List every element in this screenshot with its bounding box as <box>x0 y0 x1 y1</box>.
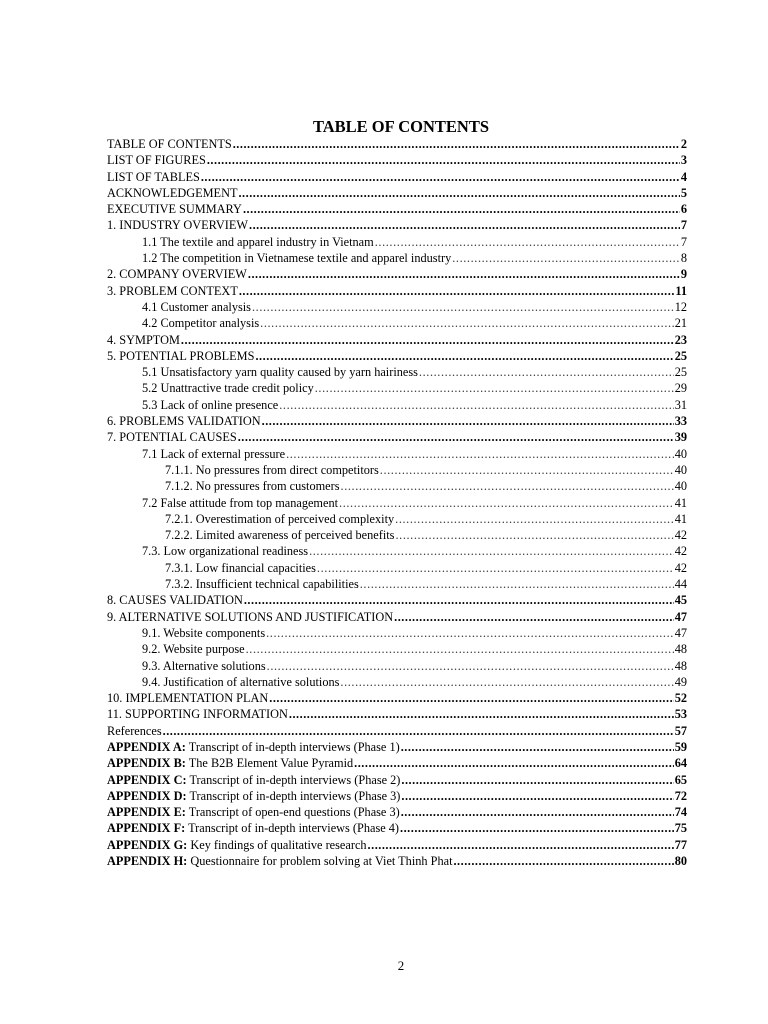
toc-entry[interactable] <box>107 804 687 820</box>
toc-entry[interactable] <box>107 299 687 315</box>
dot-leader <box>360 576 674 592</box>
toc-entry-appendix-tag: APPENDIX B: <box>107 756 186 771</box>
toc-entry-title: Transcript of in-depth interviews (Phase 3) <box>186 788 401 803</box>
toc-entry[interactable] <box>107 511 687 527</box>
toc-entry-label <box>165 576 359 592</box>
toc-entry-appendix-tag: APPENDIX E: <box>107 805 186 820</box>
toc-entry[interactable] <box>107 283 687 299</box>
toc-entry-title: Questionnaire for problem solving at Viet Thinh Phat <box>187 854 453 869</box>
dot-leader <box>341 478 674 494</box>
toc-entry-label <box>165 560 316 576</box>
toc-entry-label <box>142 446 285 462</box>
toc-entry[interactable] <box>107 690 687 706</box>
toc-entry-page-number: 42 <box>674 544 687 559</box>
toc-entry-label <box>142 380 314 396</box>
toc-entry-page-number: 33 <box>674 414 687 429</box>
toc-entry-page-number: 48 <box>674 642 687 657</box>
toc-entry-label <box>142 364 418 380</box>
dot-leader <box>252 299 674 315</box>
toc-entry-page-number: 40 <box>674 446 687 461</box>
toc-entry[interactable] <box>107 592 687 608</box>
toc-entry-title: Transcript of in-depth interviews (Phase 2) <box>186 772 401 787</box>
toc-entry-title: 5.3 Lack of online presence <box>142 397 279 412</box>
toc-entry[interactable] <box>107 543 687 559</box>
toc-entry-page-number: 4 <box>680 169 687 184</box>
dot-leader <box>239 283 675 299</box>
toc-entry-page-number: 64 <box>674 756 687 771</box>
toc-entry-appendix-tag: APPENDIX D: <box>107 788 187 803</box>
dot-leader <box>375 234 680 250</box>
toc-entry-title: 4.1 Customer analysis <box>142 299 251 314</box>
toc-entry[interactable] <box>107 185 687 201</box>
toc-entry[interactable] <box>107 348 687 364</box>
toc-entry-title: 9.4. Justification of alternative solutions <box>142 674 340 689</box>
dot-leader <box>289 706 674 722</box>
toc-entry-title: References <box>107 723 162 738</box>
dot-leader <box>368 837 674 853</box>
toc-entry-label <box>107 266 247 282</box>
toc-entry-title: 11. SUPPORTING INFORMATION <box>107 707 288 722</box>
toc-entry[interactable] <box>107 478 687 494</box>
dot-leader <box>309 543 674 559</box>
toc-entry-label <box>107 739 400 755</box>
dot-leader <box>269 690 673 706</box>
toc-entry-title: 9.1. Website components <box>142 625 266 640</box>
dot-leader <box>238 185 679 201</box>
toc-entry-label <box>107 723 162 739</box>
toc-entry-title: ACKNOWLEDGEMENT <box>107 185 238 200</box>
toc-entry-page-number: 12 <box>674 299 687 314</box>
toc-entry-title: 5.1 Unsatisfactory yarn quality caused by yarn hairiness <box>142 365 418 380</box>
page-number: 2 <box>397 958 405 973</box>
toc-entry-label <box>142 543 308 559</box>
toc-entry-page-number: 47 <box>674 609 687 624</box>
toc-entry-appendix-tag: APPENDIX A: <box>107 739 186 754</box>
toc-entry[interactable] <box>107 380 687 396</box>
toc-entry-title: 7.2.2. Limited awareness of perceived benefits <box>165 528 395 543</box>
dot-leader <box>248 266 680 282</box>
dot-leader <box>354 755 674 771</box>
dot-leader <box>395 527 673 543</box>
toc-entry-label <box>107 185 237 201</box>
toc-entry-label <box>165 527 394 543</box>
toc-entry-title: 7.2 False attitude from top management <box>142 495 339 510</box>
toc-entry[interactable] <box>107 332 687 348</box>
toc-entry-title: 8. CAUSES VALIDATION <box>107 593 243 608</box>
toc-entry-title: 7.3. Low organizational readiness <box>142 544 309 559</box>
toc-entry-title: The B2B Element Value Pyramid <box>185 756 354 771</box>
toc-entry-title: 9.2. Website purpose <box>142 642 245 657</box>
toc-entry-page-number: 72 <box>674 788 687 803</box>
toc-entry-page-number: 11 <box>675 283 687 298</box>
toc-entry[interactable] <box>107 788 687 804</box>
toc-entry-title: 1. INDUSTRY OVERVIEW <box>107 218 248 233</box>
dot-leader <box>340 674 673 690</box>
toc-entry-label <box>107 804 400 820</box>
toc-entry[interactable] <box>107 739 687 755</box>
dot-leader <box>163 723 674 739</box>
toc-entry-label <box>165 462 379 478</box>
toc-entry-label <box>107 136 232 152</box>
toc-entry-label <box>107 429 237 445</box>
dot-leader <box>246 641 674 657</box>
toc-entry-label <box>107 820 399 836</box>
toc-entry-page-number: 25 <box>674 348 687 363</box>
toc-entry-label <box>142 299 251 315</box>
toc-entry-label <box>107 706 288 722</box>
toc-entry-page-number: 8 <box>680 251 687 266</box>
toc-heading: TABLE OF CONTENTS <box>312 117 490 136</box>
toc-entry-page-number: 57 <box>674 723 687 738</box>
toc-entry-label <box>107 201 242 217</box>
dot-leader <box>238 429 674 445</box>
toc-entry-title: 7.1.2. No pressures from customers <box>165 479 340 494</box>
dot-leader <box>401 772 673 788</box>
toc-entry-page-number: 21 <box>674 316 687 331</box>
toc-entry[interactable] <box>107 397 687 413</box>
toc-entry-page-number: 2 <box>680 137 687 151</box>
toc-list <box>107 136 687 869</box>
toc-entry-label <box>107 592 243 608</box>
toc-entry-page-number: 44 <box>674 577 687 592</box>
dot-leader <box>394 609 674 625</box>
toc-entry-page-number: 41 <box>674 495 687 510</box>
toc-entry[interactable] <box>107 234 687 250</box>
toc-entry[interactable] <box>107 136 687 152</box>
toc-entry-label <box>107 772 400 788</box>
toc-entry-title: 2. COMPANY OVERVIEW <box>107 267 247 282</box>
toc-entry-title: 9. ALTERNATIVE SOLUTIONS AND JUSTIFICATION <box>107 609 394 624</box>
toc-entry-page-number: 47 <box>674 625 687 640</box>
toc-entry-page-number: 31 <box>674 397 687 412</box>
toc-entry-label <box>107 152 206 168</box>
toc-entry-label <box>107 413 261 429</box>
toc-entry-appendix-tag: APPENDIX H: <box>107 854 188 869</box>
toc-entry-page-number: 40 <box>674 479 687 494</box>
toc-entry[interactable] <box>107 315 687 331</box>
toc-entry-label <box>142 495 338 511</box>
toc-entry-label <box>107 837 367 853</box>
toc-entry[interactable] <box>107 625 687 641</box>
toc-entry[interactable] <box>107 413 687 429</box>
toc-entry-label <box>165 511 394 527</box>
toc-entry-label <box>107 283 238 299</box>
toc-entry-title: 7.1 Lack of external pressure <box>142 446 286 461</box>
toc-entry-title: LIST OF FIGURES <box>107 153 206 168</box>
toc-entry-title: 9.3. Alternative solutions <box>142 658 266 673</box>
toc-entry-label <box>142 250 451 266</box>
toc-entry[interactable] <box>107 609 687 625</box>
dot-leader <box>317 560 674 576</box>
dot-leader <box>395 511 674 527</box>
toc-entry-page-number: 59 <box>674 739 687 754</box>
toc-entry[interactable] <box>107 641 687 657</box>
dot-leader <box>244 592 674 608</box>
dot-leader <box>260 315 674 331</box>
toc-entry-label <box>142 674 339 690</box>
dot-leader <box>315 380 674 396</box>
toc-entry-title: 7.3.2. Insufficient technical capabilities <box>165 577 359 592</box>
toc-entry[interactable] <box>107 429 687 445</box>
toc-entry-page-number: 80 <box>674 854 687 869</box>
dot-leader <box>286 446 674 462</box>
toc-entry-appendix-tag: APPENDIX G: <box>107 837 188 852</box>
dot-leader <box>207 152 680 168</box>
dot-leader <box>266 625 674 641</box>
toc-entry-page-number: 53 <box>674 707 687 722</box>
toc-entry-page-number: 25 <box>674 365 687 380</box>
toc-entry-title: Transcript of in-depth interviews (Phase 1) <box>185 739 400 754</box>
toc-entry-page-number: 49 <box>674 674 687 689</box>
toc-entry-page-number: 7 <box>680 234 687 249</box>
toc-entry-title: 1.2 The competition in Vietnamese textile and apparel industry <box>142 251 452 266</box>
toc-entry-label <box>107 609 393 625</box>
toc-entry[interactable] <box>107 201 687 217</box>
toc-entry-page-number: 5 <box>680 185 687 200</box>
toc-entry-page-number: 77 <box>674 837 687 852</box>
toc-entry-page-number: 75 <box>674 821 687 836</box>
toc-entry-label <box>107 332 180 348</box>
toc-entry[interactable] <box>107 446 687 462</box>
toc-entry-page-number: 39 <box>674 430 687 445</box>
toc-entry-label <box>107 690 268 706</box>
dot-leader <box>400 820 674 836</box>
toc-entry-page-number: 65 <box>674 772 687 787</box>
toc-entry-appendix-tag: APPENDIX C: <box>107 772 187 787</box>
dot-leader <box>401 739 674 755</box>
toc-entry-label <box>142 315 259 331</box>
toc-entry-page-number: 40 <box>674 462 687 477</box>
toc-entry[interactable] <box>107 820 687 836</box>
dot-leader <box>267 658 674 674</box>
dot-leader <box>419 364 674 380</box>
toc-entry-title: 1.1 The textile and apparel industry in Vietnam <box>142 234 374 249</box>
dot-leader <box>255 348 673 364</box>
toc-entry[interactable] <box>107 462 687 478</box>
toc-entry-title: Key findings of qualitative research <box>187 837 367 852</box>
toc-entry-title: 7.1.1. No pressures from direct competitors <box>165 462 379 477</box>
toc-entry-page-number: 42 <box>674 528 687 543</box>
dot-leader <box>262 413 674 429</box>
dot-leader <box>201 169 680 185</box>
dot-leader <box>339 495 674 511</box>
toc-entry-label <box>107 169 200 185</box>
toc-entry-title: 4. SYMPTOM <box>107 332 180 347</box>
toc-entry-title: 5. POTENTIAL PROBLEMS <box>107 348 255 363</box>
toc-entry-page-number: 42 <box>674 560 687 575</box>
toc-entry-page-number: 23 <box>674 332 687 347</box>
toc-entry-title: TABLE OF CONTENTS <box>107 137 232 151</box>
toc-entry-title: EXECUTIVE SUMMARY <box>107 202 242 217</box>
toc-entry-label <box>142 234 374 250</box>
toc-entry-page-number: 45 <box>674 593 687 608</box>
dot-leader <box>452 250 680 266</box>
dot-leader <box>380 462 674 478</box>
toc-entry[interactable] <box>107 658 687 674</box>
toc-entry-title: Transcript of open-end questions (Phase 3) <box>185 805 400 820</box>
toc-entry-title: 6. PROBLEMS VALIDATION <box>107 414 261 429</box>
toc-entry-page-number: 48 <box>674 658 687 673</box>
toc-entry-page-number: 9 <box>680 267 687 282</box>
toc-entry[interactable] <box>107 495 687 511</box>
toc-entry-title: 4.2 Competitor analysis <box>142 316 260 331</box>
toc-entry-page-number: 7 <box>680 218 687 233</box>
toc-entry-label <box>107 755 353 771</box>
toc-entry[interactable] <box>107 755 687 771</box>
toc-entry-page-number: 6 <box>680 202 687 217</box>
toc-entry[interactable] <box>107 364 687 380</box>
dot-leader <box>401 788 673 804</box>
toc-entry-title: 7. POTENTIAL CAUSES <box>107 430 237 445</box>
toc-entry[interactable] <box>107 560 687 576</box>
dot-leader <box>401 804 674 820</box>
toc-entry-title: 3. PROBLEM CONTEXT <box>107 283 238 298</box>
toc-entry[interactable] <box>107 169 687 185</box>
dot-leader <box>279 397 673 413</box>
toc-entry-label <box>107 217 248 233</box>
toc-entry[interactable] <box>107 527 687 543</box>
toc-entry-page-number: 74 <box>674 805 687 820</box>
dot-leader <box>453 853 673 869</box>
toc-entry[interactable] <box>107 266 687 282</box>
toc-entry-title: LIST OF TABLES <box>107 169 200 184</box>
toc-entry-title: 10. IMPLEMENTATION PLAN <box>107 691 269 706</box>
toc-entry-page-number: 52 <box>674 691 687 706</box>
toc-entry-page-number: 41 <box>674 511 687 526</box>
toc-entry[interactable] <box>107 674 687 690</box>
toc-entry-label <box>142 658 266 674</box>
toc-entry[interactable] <box>107 217 687 233</box>
toc-entry-appendix-tag: APPENDIX F: <box>107 821 186 836</box>
toc-entry-label <box>142 397 278 413</box>
toc-entry-label <box>142 625 265 641</box>
toc-entry[interactable] <box>107 853 687 869</box>
toc-entry[interactable] <box>107 576 687 592</box>
dot-leader <box>243 201 680 217</box>
toc-entry[interactable] <box>107 706 687 722</box>
toc-entry-title: 5.2 Unattractive trade credit policy <box>142 381 314 396</box>
toc-entry-label <box>142 641 245 657</box>
toc-entry-page-number: 29 <box>674 381 687 396</box>
toc-entry-title: Transcript of in-depth interviews (Phase 4) <box>185 821 400 836</box>
toc-entry-title: 7.2.1. Overestimation of perceived complexity <box>165 511 395 526</box>
toc-entry[interactable] <box>107 772 687 788</box>
toc-entry-label <box>107 853 452 869</box>
toc-entry-label <box>107 348 254 364</box>
toc-entry-title: 7.3.1. Low financial capacities <box>165 560 316 575</box>
toc-entry-label <box>165 478 340 494</box>
toc-entry[interactable] <box>107 152 687 168</box>
dot-leader <box>233 136 680 152</box>
toc-entry[interactable] <box>107 250 687 266</box>
toc-entry[interactable] <box>107 837 687 853</box>
toc-entry[interactable] <box>107 723 687 739</box>
toc-entry-label <box>107 788 400 804</box>
dot-leader <box>181 332 674 348</box>
dot-leader <box>249 217 680 233</box>
toc-entry-page-number: 3 <box>680 153 687 168</box>
